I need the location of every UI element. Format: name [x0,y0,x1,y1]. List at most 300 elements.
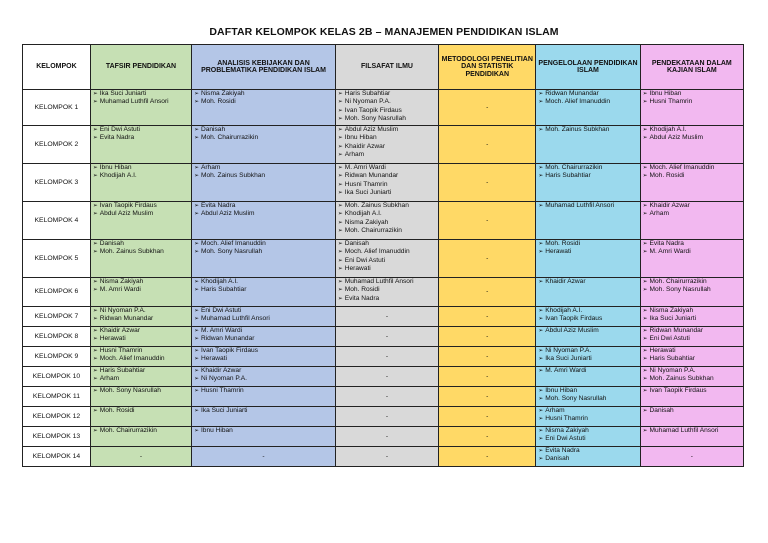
member-item [643,248,741,256]
member-name: Arham [649,210,669,218]
member-name: Ika Suci Juniarti [344,189,392,197]
member-item [93,307,189,315]
arrow-bullet-icon: ➢ [538,99,544,106]
member-name: Evita Nadra [344,294,380,302]
arrow-bullet-icon: ➢ [194,368,199,374]
member-item [338,164,436,172]
member-item [338,90,436,98]
page-title: DAFTAR KELOMPOK KELAS 2B – MANAJEMEN PENDIDIKAN ISLAM [209,26,559,38]
member-item [643,315,741,323]
member-name: Moh. Sony Nasrullah [200,248,263,256]
member-item [194,407,333,415]
member-item [93,335,189,343]
arrow-bullet-icon: ➢ [92,241,98,247]
member-name: Moh. Chairurrazikin [99,427,157,434]
table-cell [192,367,336,387]
member-item [338,126,436,134]
table-cell: - [439,164,536,202]
table-cell: - [192,447,336,467]
member-name: Moh. Sony Nasrullah [545,395,607,403]
member-item [338,219,436,227]
member-item [194,335,333,343]
arrow-bullet-icon: ➢ [92,316,98,323]
arrow-bullet-icon: ➢ [194,173,199,180]
member-item [93,126,189,134]
member-name: Haris Subahtiar [200,286,247,294]
member-item [194,98,333,106]
arrow-bullet-icon: ➢ [92,328,98,334]
table-cell [90,407,191,427]
member-item [93,355,189,363]
member-item [538,327,637,335]
member-item [643,407,741,415]
arrow-bullet-icon: ➢ [92,203,98,209]
arrow-bullet-icon: ➢ [538,127,544,133]
member-name: Eni Dwi Astuti [649,335,690,343]
table-cell [335,126,438,164]
member-name: Haris Subahtiar [649,355,695,363]
arrow-bullet-icon: ➢ [538,173,544,180]
group-label: KELOMPOK 12 [23,407,91,427]
member-name: Herawati [649,347,676,354]
table-cell: - [335,367,438,387]
member-item [538,407,637,415]
arrow-bullet-icon: ➢ [538,448,544,454]
table-cell [335,240,438,278]
arrow-bullet-icon: ➢ [538,428,544,434]
arrow-bullet-icon: ➢ [538,388,544,394]
table-cell [192,240,336,278]
header-pendekataan-kajian: PENDEKATAAN DALAM KAJIAN ISLAM [640,45,743,90]
member-item [194,164,333,172]
arrow-bullet-icon: ➢ [642,249,648,256]
table-cell: - [90,447,191,467]
member-name: M. Amri Wardi [649,248,691,256]
table-row [23,202,744,240]
table-cell: - [439,347,536,367]
arrow-bullet-icon: ➢ [337,219,343,226]
arrow-bullet-icon: ➢ [642,279,648,285]
member-name: Moh. Chairurrazikin [545,164,603,171]
table-row [23,367,744,387]
table-cell [640,240,743,278]
arrow-bullet-icon: ➢ [642,348,648,354]
member-item [93,172,189,180]
member-name: M. Amri Wardi [545,367,587,374]
arrow-bullet-icon: ➢ [538,408,544,414]
arrow-bullet-icon: ➢ [642,203,648,209]
member-name: Eni Dwi Astuti [545,435,586,443]
arrow-bullet-icon: ➢ [92,211,98,218]
arrow-bullet-icon: ➢ [194,388,199,394]
member-name: Haris Subahtiar [545,172,591,180]
table-cell [90,164,191,202]
member-item [93,278,189,286]
member-item [338,210,436,218]
arrow-bullet-icon: ➢ [538,356,544,363]
member-name: Husni Thamrin [545,415,588,423]
table-cell [536,387,640,407]
member-name: Moch. Alief Imanuddin [200,240,266,247]
member-item [338,181,436,189]
member-name: Husni Thamrin [200,387,244,394]
member-name: Khaidir Azwar [649,202,690,209]
table-cell [90,327,191,347]
member-name: Nisma Zakiyah [649,307,694,314]
member-item [194,240,333,248]
member-name: Herawati [200,355,227,363]
member-name: Moch. Alief Imanuddin [344,248,410,256]
table-cell [192,90,336,126]
member-item [338,134,436,142]
member-name: Danisah [649,407,674,414]
arrow-bullet-icon: ➢ [337,181,343,188]
member-name: Danisah [344,240,369,247]
table-cell [640,327,743,347]
member-name: Nisma Zakiyah [344,218,389,226]
arrow-bullet-icon: ➢ [194,428,199,434]
member-name: Ridwan Munandar [99,315,154,323]
table-cell [90,126,191,164]
member-item [538,164,637,172]
member-name: Abdul Aziz Muslim [545,327,599,334]
arrow-bullet-icon: ➢ [337,266,343,273]
table-cell: - [439,387,536,407]
arrow-bullet-icon: ➢ [92,308,98,314]
arrow-bullet-icon: ➢ [538,91,544,97]
header-pengelolaan-pendidikan: PENGELOLAAN PENDIDIKAN ISLAM [536,45,640,90]
arrow-bullet-icon: ➢ [194,211,199,218]
table-row [23,407,744,427]
arrow-bullet-icon: ➢ [337,211,343,218]
arrow-bullet-icon: ➢ [337,287,343,294]
member-name: Ridwan Munandar [649,327,704,334]
member-item [538,202,637,210]
member-name: Danisah [545,455,570,463]
table-cell: - [439,327,536,347]
member-item [194,90,333,98]
arrow-bullet-icon: ➢ [92,173,98,180]
member-item [338,151,436,159]
arrow-bullet-icon: ➢ [538,249,544,256]
member-item [538,455,637,463]
group-label: KELOMPOK 5 [23,240,91,278]
member-name: Husni Thamrin [99,347,143,354]
member-name: Ika Suci Juniarti [545,355,592,363]
arrow-bullet-icon: ➢ [92,336,98,343]
member-name: Muhamad Luthfil Ansori [200,315,270,323]
group-label: KELOMPOK 13 [23,427,91,447]
member-item [338,107,436,115]
arrow-bullet-icon: ➢ [642,336,648,343]
arrow-bullet-icon: ➢ [337,257,343,264]
member-item [93,347,189,355]
member-name: Moh. Sony Nasrullah [344,115,406,123]
arrow-bullet-icon: ➢ [337,99,343,106]
member-name: Haris Subahtiar [99,367,146,374]
member-item [538,367,637,375]
member-name: Eni Dwi Astuti [99,126,141,133]
member-item [194,375,333,383]
table-cell [640,126,743,164]
arrow-bullet-icon: ➢ [642,91,648,97]
member-item [643,134,741,142]
member-name: Moh. Zainus Subkhan [545,126,610,133]
member-item [338,257,436,265]
member-item [538,90,637,98]
member-name: Ibnu Hiban [545,387,578,394]
group-label: KELOMPOK 2 [23,126,91,164]
arrow-bullet-icon: ➢ [337,203,343,209]
member-item [194,427,333,435]
member-item [194,286,333,294]
arrow-bullet-icon: ➢ [642,173,648,180]
table-cell: - [335,307,438,327]
member-name: Ivan Taopik Firdaus [344,106,402,114]
table-cell [640,278,743,307]
arrow-bullet-icon: ➢ [337,295,343,302]
member-item [643,210,741,218]
arrow-bullet-icon: ➢ [194,241,199,247]
header-kelompok: KELOMPOK [23,45,91,90]
member-item [538,447,637,455]
member-name: Ivan Taopik Firdaus [99,202,157,209]
arrow-bullet-icon: ➢ [538,165,544,171]
member-item [538,98,637,106]
member-item [338,248,436,256]
arrow-bullet-icon: ➢ [194,99,199,106]
group-label: KELOMPOK 10 [23,367,91,387]
member-item [194,210,333,218]
arrow-bullet-icon: ➢ [337,127,343,133]
table-cell [90,202,191,240]
arrow-bullet-icon: ➢ [194,348,199,354]
table-cell: - [439,202,536,240]
member-item [538,427,637,435]
table-row [23,307,744,327]
member-name: Moch. Alief Imanuddin [649,164,715,171]
header-analisis-kebijakan: ANALISIS KEBIJAKAN DAN PROBLEMATIKA PENDIDIKAN ISLAM [192,45,336,90]
table-cell [90,427,191,447]
table-cell [192,126,336,164]
member-item [194,315,333,323]
table-cell: - [439,427,536,447]
member-name: Ridwan Munandar [344,172,399,180]
table-cell: - [439,407,536,427]
member-name: Moh. Chairurrazikin [200,134,259,142]
member-item [338,295,436,303]
table-cell: - [439,367,536,387]
table-cell: - [335,347,438,367]
arrow-bullet-icon: ➢ [194,408,199,414]
arrow-bullet-icon: ➢ [642,211,648,218]
member-item [338,227,436,235]
member-item [643,387,741,395]
group-label: KELOMPOK 8 [23,327,91,347]
header-row [23,45,744,90]
table-cell [640,387,743,407]
arrow-bullet-icon: ➢ [92,408,98,414]
arrow-bullet-icon: ➢ [642,99,648,106]
table-cell: - [439,447,536,467]
member-item [538,278,637,286]
member-name: Moh. Rosidi [200,98,236,106]
table-row [23,347,744,367]
table-cell [192,327,336,347]
member-item [643,98,741,106]
arrow-bullet-icon: ➢ [642,356,648,363]
member-item [194,387,333,395]
member-name: Ibnu Hiban [200,427,233,434]
member-item [93,407,189,415]
table-cell: - [335,387,438,407]
member-name: Herawati [545,248,572,256]
member-item [538,248,637,256]
member-item [338,115,436,123]
member-name: Ni Nyoman P.A. [344,98,391,106]
member-item [194,126,333,134]
arrow-bullet-icon: ➢ [538,308,544,314]
arrow-bullet-icon: ➢ [194,165,199,171]
arrow-bullet-icon: ➢ [538,416,544,423]
member-item [194,355,333,363]
arrow-bullet-icon: ➢ [92,165,98,171]
arrow-bullet-icon: ➢ [92,287,98,294]
arrow-bullet-icon: ➢ [92,99,98,106]
table-cell [536,164,640,202]
table-cell [192,427,336,447]
table-cell: - [335,327,438,347]
table-cell [640,347,743,367]
table-cell: - [439,307,536,327]
arrow-bullet-icon: ➢ [92,91,98,97]
table-cell [90,90,191,126]
member-item [93,286,189,294]
member-name: Ridwan Munandar [545,90,599,97]
member-name: Khodijah A.I. [344,210,382,218]
table-cell [536,347,640,367]
member-item [194,367,333,375]
member-item [93,375,189,383]
arrow-bullet-icon: ➢ [642,408,648,414]
member-item [93,210,189,218]
member-item [643,164,741,172]
arrow-bullet-icon: ➢ [642,308,648,314]
table-cell [192,164,336,202]
arrow-bullet-icon: ➢ [194,336,199,343]
arrow-bullet-icon: ➢ [92,428,98,434]
table-cell [536,327,640,347]
table-cell [640,407,743,427]
group-label: KELOMPOK 4 [23,202,91,240]
member-item [194,327,333,335]
arrow-bullet-icon: ➢ [337,165,343,171]
group-table [22,44,744,467]
member-name: Muhamad Luthfil Ansori [545,202,615,209]
table-cell [536,240,640,278]
member-item [538,172,637,180]
member-name: Moh. Zainus Subkhan [649,375,714,383]
member-item [338,98,436,106]
member-item [338,143,436,151]
member-name: Ridwan Munandar [200,335,255,343]
table-cell: - [335,427,438,447]
member-name: Moh. Zainus Subkhan [200,172,266,180]
table-cell [536,407,640,427]
member-name: Evita Nadra [649,240,684,247]
arrow-bullet-icon: ➢ [538,456,544,463]
member-item [538,435,637,443]
table-cell [536,447,640,467]
member-name: Moh. Zainus Subkhan [99,248,164,256]
table-row [23,126,744,164]
arrow-bullet-icon: ➢ [92,249,98,256]
member-name: Moh. Sony Nasrullah [99,387,161,394]
table-row [23,387,744,407]
arrow-bullet-icon: ➢ [642,165,648,171]
member-name: Khaidir Azwar [200,367,242,374]
member-name: Ivan Taopik Firdaus [545,315,603,323]
arrow-bullet-icon: ➢ [194,249,199,256]
arrow-bullet-icon: ➢ [538,316,544,323]
member-item [538,415,637,423]
arrow-bullet-icon: ➢ [194,203,199,209]
header-filsafat-ilmu: FILSAFAT ILMU [335,45,438,90]
member-item [643,172,741,180]
member-name: Ni Nyoman P.A. [545,347,592,354]
member-item [338,240,436,248]
member-item [538,240,637,248]
member-name: Moch. Alief Imanuddin [99,355,165,363]
member-item [643,327,741,335]
member-item [643,367,741,375]
table-cell [536,427,640,447]
arrow-bullet-icon: ➢ [538,328,544,334]
table-cell: - [439,278,536,307]
arrow-bullet-icon: ➢ [642,316,648,323]
table-cell [640,90,743,126]
member-item [93,327,189,335]
member-name: Moh. Rosidi [545,240,581,247]
member-name: Eni Dwi Astuti [344,256,386,264]
table-cell [640,367,743,387]
arrow-bullet-icon: ➢ [337,143,343,150]
member-item [538,395,637,403]
arrow-bullet-icon: ➢ [642,388,648,394]
arrow-bullet-icon: ➢ [194,127,199,133]
table-row [23,164,744,202]
table-cell [536,307,640,327]
member-name: Khodijah A.I. [99,172,137,180]
arrow-bullet-icon: ➢ [642,428,648,434]
member-item [643,240,741,248]
member-item [93,248,189,256]
member-name: Danisah [99,240,124,247]
member-name: Arham [99,375,120,383]
arrow-bullet-icon: ➢ [642,127,648,133]
member-name: Husni Thamrin [344,180,388,188]
member-name: Moh. Chairurrazikin [649,278,707,285]
member-item [93,164,189,172]
member-name: Ika Suci Juniarti [99,90,147,97]
arrow-bullet-icon: ➢ [538,279,544,285]
member-name: Ivan Taopik Firdaus [200,347,259,354]
arrow-bullet-icon: ➢ [337,241,343,247]
arrow-bullet-icon: ➢ [642,376,648,383]
member-name: Evita Nadra [545,447,580,454]
arrow-bullet-icon: ➢ [337,152,343,159]
arrow-bullet-icon: ➢ [337,190,343,197]
